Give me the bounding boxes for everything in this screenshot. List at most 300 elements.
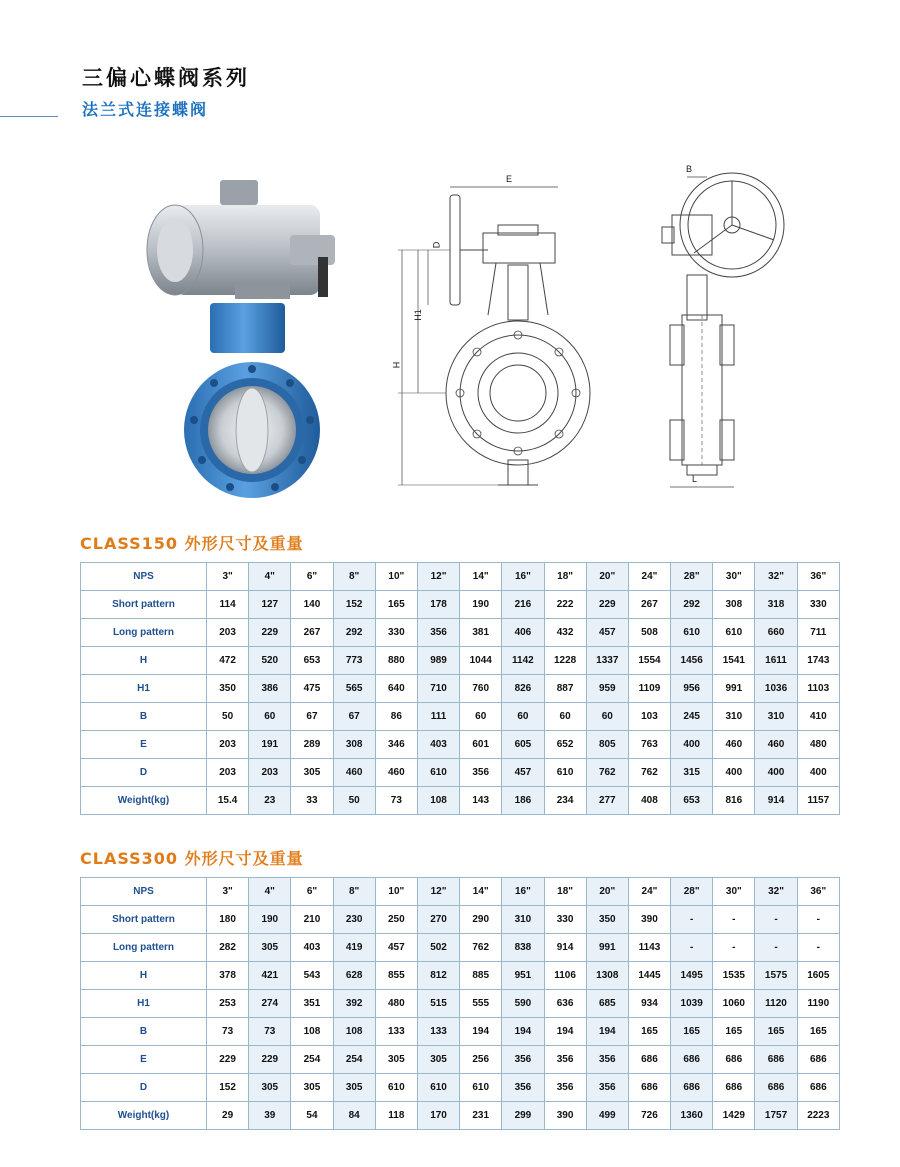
table-cell: 111 [417, 703, 459, 731]
class300-title: CLASS300 外形尺寸及重量 [80, 849, 304, 868]
table-cell: 887 [544, 675, 586, 703]
table-cell: 1142 [502, 647, 544, 675]
table-cell: 28" [671, 563, 713, 591]
table-cell: 267 [628, 591, 670, 619]
table-row [81, 1018, 840, 1046]
dim-label-l: L [692, 474, 698, 484]
table-cell: 1109 [628, 675, 670, 703]
table-cell: 310 [713, 703, 755, 731]
table-cell: 855 [375, 962, 417, 990]
table-cell: 186 [502, 787, 544, 815]
table-cell: 763 [628, 731, 670, 759]
table-cell: 356 [544, 1046, 586, 1074]
row-label: Long pattern [81, 934, 207, 962]
table-cell: 408 [628, 787, 670, 815]
table-cell: 10" [375, 563, 417, 591]
table-cell: 1337 [586, 647, 628, 675]
table-cell: 1106 [544, 962, 586, 990]
table-cell: 178 [417, 591, 459, 619]
row-label: E [81, 731, 207, 759]
table-cell: 203 [207, 619, 249, 647]
table-cell: 39 [249, 1102, 291, 1130]
table-cell: 762 [628, 759, 670, 787]
table-cell: 356 [502, 1074, 544, 1102]
table-cell: 165 [628, 1018, 670, 1046]
side-view-drawing [632, 165, 802, 495]
table-row [81, 619, 840, 647]
table-cell: 290 [460, 906, 502, 934]
table-cell: 165 [713, 1018, 755, 1046]
row-label: H [81, 647, 207, 675]
table-cell: 24" [628, 563, 670, 591]
table-cell: 686 [671, 1074, 713, 1102]
table-cell: 508 [628, 619, 670, 647]
table-cell: 194 [544, 1018, 586, 1046]
table-cell: 457 [586, 619, 628, 647]
table-cell: 381 [460, 619, 502, 647]
table-cell: 170 [417, 1102, 459, 1130]
table-row [81, 563, 840, 591]
table-row [81, 878, 840, 906]
table-cell: 190 [460, 591, 502, 619]
table-cell: 108 [417, 787, 459, 815]
table-cell: 330 [544, 906, 586, 934]
table-cell: 480 [375, 990, 417, 1018]
table-cell: 711 [797, 619, 839, 647]
table-cell: 36" [797, 878, 839, 906]
table-cell: 826 [502, 675, 544, 703]
table-cell: 67 [333, 703, 375, 731]
table-cell: 292 [333, 619, 375, 647]
table-row [81, 906, 840, 934]
table-cell: 565 [333, 675, 375, 703]
table-cell: 628 [333, 962, 375, 990]
table-cell: 330 [375, 619, 417, 647]
row-label: B [81, 703, 207, 731]
table-cell: 234 [544, 787, 586, 815]
table-cell: 762 [586, 759, 628, 787]
table-cell: 30" [713, 563, 755, 591]
table-cell: 1456 [671, 647, 713, 675]
table-cell: 270 [417, 906, 459, 934]
table-cell: 710 [417, 675, 459, 703]
table-cell: 610 [375, 1074, 417, 1102]
table-cell: 555 [460, 990, 502, 1018]
table-cell: 10" [375, 878, 417, 906]
table-cell: - [755, 906, 797, 934]
table-cell: 590 [502, 990, 544, 1018]
table-cell: 1228 [544, 647, 586, 675]
table-cell: 60 [544, 703, 586, 731]
table-cell: 318 [755, 591, 797, 619]
table-cell: 4" [249, 563, 291, 591]
table-cell: 282 [207, 934, 249, 962]
table-row [81, 703, 840, 731]
table-cell: 6" [291, 878, 333, 906]
table-cell: 8" [333, 563, 375, 591]
table-cell: 419 [333, 934, 375, 962]
table-cell: 686 [797, 1046, 839, 1074]
table-cell: 838 [502, 934, 544, 962]
row-label: NPS [81, 878, 207, 906]
table-cell: 118 [375, 1102, 417, 1130]
table-cell: 1445 [628, 962, 670, 990]
table-cell: 84 [333, 1102, 375, 1130]
table-cell: 245 [671, 703, 713, 731]
table-cell: 773 [333, 647, 375, 675]
table-cell: 1044 [460, 647, 502, 675]
table-cell: 1541 [713, 647, 755, 675]
row-label: B [81, 1018, 207, 1046]
table-cell: 356 [586, 1046, 628, 1074]
table-cell: 460 [713, 731, 755, 759]
table-cell: 805 [586, 731, 628, 759]
table-cell: 250 [375, 906, 417, 934]
table-cell: 610 [417, 759, 459, 787]
table-cell: 989 [417, 647, 459, 675]
table-cell: 457 [375, 934, 417, 962]
table-cell: 686 [671, 1046, 713, 1074]
row-label: Long pattern [81, 619, 207, 647]
table-cell: 686 [797, 1074, 839, 1102]
table-cell: 32" [755, 878, 797, 906]
table-cell: 229 [586, 591, 628, 619]
table-cell: 308 [713, 591, 755, 619]
table-cell: 330 [797, 591, 839, 619]
table-cell: 1495 [671, 962, 713, 990]
table-cell: 289 [291, 731, 333, 759]
table-cell: 991 [713, 675, 755, 703]
table-cell: 16" [502, 563, 544, 591]
table-cell: 12" [417, 878, 459, 906]
table-cell: 305 [249, 1074, 291, 1102]
table-cell: 1757 [755, 1102, 797, 1130]
table-cell: 652 [544, 731, 586, 759]
table-cell: 378 [207, 962, 249, 990]
table-cell: 1429 [713, 1102, 755, 1130]
table-cell: 346 [375, 731, 417, 759]
table-cell: 231 [460, 1102, 502, 1130]
table-cell: - [797, 906, 839, 934]
table-cell: 515 [417, 990, 459, 1018]
table-cell: 253 [207, 990, 249, 1018]
table-cell: 60 [249, 703, 291, 731]
table-cell: 406 [502, 619, 544, 647]
table-row [81, 990, 840, 1018]
table-cell: 816 [713, 787, 755, 815]
table-cell: 28" [671, 878, 713, 906]
page-subtitle: 法兰式连接蝶阀 [82, 100, 209, 119]
table-cell: 356 [544, 1074, 586, 1102]
table-cell: 1036 [755, 675, 797, 703]
table-cell: 180 [207, 906, 249, 934]
table-cell: 1190 [797, 990, 839, 1018]
table-cell: 686 [713, 1074, 755, 1102]
row-label: Short pattern [81, 591, 207, 619]
table-cell: 686 [755, 1046, 797, 1074]
table-cell: 3" [207, 563, 249, 591]
table-cell: 103 [628, 703, 670, 731]
table-cell: 165 [375, 591, 417, 619]
table-cell: 305 [375, 1046, 417, 1074]
table-cell: 460 [375, 759, 417, 787]
table-cell: 1575 [755, 962, 797, 990]
table-cell: 610 [460, 1074, 502, 1102]
table-cell: 3" [207, 878, 249, 906]
table-cell: 310 [755, 703, 797, 731]
table-cell: 299 [502, 1102, 544, 1130]
table-row [81, 1046, 840, 1074]
table-cell: - [797, 934, 839, 962]
table-cell: 194 [460, 1018, 502, 1046]
row-label: H [81, 962, 207, 990]
page-title: 三偏心蝶阀系列 [82, 66, 250, 90]
table-cell: 403 [291, 934, 333, 962]
table-cell: 686 [755, 1074, 797, 1102]
table-cell: 60 [586, 703, 628, 731]
table-cell: 8" [333, 878, 375, 906]
table-row [81, 675, 840, 703]
table-cell: 400 [797, 759, 839, 787]
table-cell: 305 [417, 1046, 459, 1074]
row-label: Weight(kg) [81, 787, 207, 815]
table-cell: 934 [628, 990, 670, 1018]
table-cell: 880 [375, 647, 417, 675]
row-label: E [81, 1046, 207, 1074]
table-cell: 1360 [671, 1102, 713, 1130]
table-cell: 914 [544, 934, 586, 962]
table-cell: 686 [713, 1046, 755, 1074]
table-cell: 1743 [797, 647, 839, 675]
table-cell: 305 [291, 1074, 333, 1102]
table-cell: 356 [586, 1074, 628, 1102]
table-cell: 18" [544, 563, 586, 591]
table-cell: 216 [502, 591, 544, 619]
table-cell: 86 [375, 703, 417, 731]
table-cell: 67 [291, 703, 333, 731]
table-cell: - [755, 934, 797, 962]
dim-label-b: B [686, 164, 693, 174]
table-cell: 12" [417, 563, 459, 591]
table-cell: 73 [249, 1018, 291, 1046]
table-cell: 1060 [713, 990, 755, 1018]
table-cell: 60 [502, 703, 544, 731]
table-cell: 812 [417, 962, 459, 990]
table-cell: 292 [671, 591, 713, 619]
table-cell: 305 [291, 759, 333, 787]
table-cell: 472 [207, 647, 249, 675]
table-cell: 480 [797, 731, 839, 759]
table-cell: 194 [502, 1018, 544, 1046]
table-cell: 114 [207, 591, 249, 619]
table-cell: 432 [544, 619, 586, 647]
table-cell: 951 [502, 962, 544, 990]
table-cell: 277 [586, 787, 628, 815]
table-cell: 194 [586, 1018, 628, 1046]
table-cell: 165 [755, 1018, 797, 1046]
table-cell: 23 [249, 787, 291, 815]
table-cell: 914 [755, 787, 797, 815]
table-cell: 991 [586, 934, 628, 962]
table-cell: 410 [797, 703, 839, 731]
table-cell: 460 [333, 759, 375, 787]
table-cell: 653 [291, 647, 333, 675]
table-cell: 60 [460, 703, 502, 731]
table-cell: 229 [249, 619, 291, 647]
table-cell: 133 [417, 1018, 459, 1046]
table-cell: 36" [797, 563, 839, 591]
row-label: Short pattern [81, 906, 207, 934]
table-cell: 254 [291, 1046, 333, 1074]
table-cell: 4" [249, 878, 291, 906]
table-cell: 33 [291, 787, 333, 815]
row-label: H1 [81, 675, 207, 703]
table-cell: 760 [460, 675, 502, 703]
table-cell: 499 [586, 1102, 628, 1130]
table-cell: 305 [249, 934, 291, 962]
table-cell: 310 [502, 906, 544, 934]
table-row [81, 591, 840, 619]
table-cell: 50 [207, 703, 249, 731]
table-cell: 350 [207, 675, 249, 703]
table-cell: 390 [544, 1102, 586, 1130]
table-cell: 30" [713, 878, 755, 906]
class150-table [80, 562, 840, 815]
table-cell: 356 [502, 1046, 544, 1074]
table-cell: 400 [755, 759, 797, 787]
table-cell: 254 [333, 1046, 375, 1074]
row-label: D [81, 759, 207, 787]
table-cell: 1535 [713, 962, 755, 990]
row-label: Weight(kg) [81, 1102, 207, 1130]
table-row [81, 1102, 840, 1130]
table-row [81, 962, 840, 990]
table-cell: 686 [628, 1046, 670, 1074]
table-cell: 956 [671, 675, 713, 703]
table-cell: 315 [671, 759, 713, 787]
table-cell: 108 [291, 1018, 333, 1046]
table-cell: 32" [755, 563, 797, 591]
row-label: H1 [81, 990, 207, 1018]
table-cell: 73 [207, 1018, 249, 1046]
table-cell: 18" [544, 878, 586, 906]
table-cell: 308 [333, 731, 375, 759]
table-row [81, 787, 840, 815]
table-cell: 203 [207, 731, 249, 759]
table-cell: 460 [755, 731, 797, 759]
table-cell: 605 [502, 731, 544, 759]
table-cell: 140 [291, 591, 333, 619]
dim-label-e: E [506, 174, 513, 184]
table-cell: 610 [713, 619, 755, 647]
table-cell: 610 [417, 1074, 459, 1102]
table-cell: 1103 [797, 675, 839, 703]
table-cell: 190 [249, 906, 291, 934]
table-cell: - [671, 906, 713, 934]
table-cell: 502 [417, 934, 459, 962]
table-cell: 610 [544, 759, 586, 787]
table-cell: 1143 [628, 934, 670, 962]
table-cell: 350 [586, 906, 628, 934]
table-cell: 660 [755, 619, 797, 647]
table-cell: - [713, 906, 755, 934]
table-cell: 1554 [628, 647, 670, 675]
table-cell: 305 [333, 1074, 375, 1102]
table-cell: 54 [291, 1102, 333, 1130]
table-cell: 29 [207, 1102, 249, 1130]
class150-title: CLASS150 外形尺寸及重量 [80, 534, 304, 553]
table-cell: 356 [460, 759, 502, 787]
table-row [81, 934, 840, 962]
table-cell: 229 [249, 1046, 291, 1074]
table-cell: 356 [417, 619, 459, 647]
table-cell: 222 [544, 591, 586, 619]
table-cell: 229 [207, 1046, 249, 1074]
table-cell: 885 [460, 962, 502, 990]
dim-label-h: H [391, 361, 402, 369]
table-cell: 108 [333, 1018, 375, 1046]
table-cell: 50 [333, 787, 375, 815]
table-cell: 133 [375, 1018, 417, 1046]
table-cell: 143 [460, 787, 502, 815]
table-cell: 403 [417, 731, 459, 759]
table-cell: 274 [249, 990, 291, 1018]
table-cell: 1308 [586, 962, 628, 990]
table-cell: 203 [207, 759, 249, 787]
table-cell: 400 [671, 731, 713, 759]
table-cell: 127 [249, 591, 291, 619]
table-cell: 267 [291, 619, 333, 647]
table-cell: 392 [333, 990, 375, 1018]
table-row [81, 1074, 840, 1102]
table-cell: 386 [249, 675, 291, 703]
title-rule [0, 116, 58, 117]
table-cell: 230 [333, 906, 375, 934]
row-label: NPS [81, 563, 207, 591]
table-cell: 351 [291, 990, 333, 1018]
class300-table [80, 877, 840, 1130]
valve-photo [140, 175, 350, 500]
table-cell: 20" [586, 563, 628, 591]
dim-label-h1: H1 [412, 309, 423, 321]
table-cell: 152 [207, 1074, 249, 1102]
table-cell: 15.4 [207, 787, 249, 815]
table-cell: 640 [375, 675, 417, 703]
table-cell: 20" [586, 878, 628, 906]
table-row [81, 647, 840, 675]
table-cell: 191 [249, 731, 291, 759]
table-cell: 685 [586, 990, 628, 1018]
dim-label-d: D [431, 241, 442, 249]
table-cell: - [671, 934, 713, 962]
table-cell: 475 [291, 675, 333, 703]
table-cell: 14" [460, 878, 502, 906]
table-cell: 6" [291, 563, 333, 591]
table-cell: - [713, 934, 755, 962]
table-cell: 726 [628, 1102, 670, 1130]
table-cell: 653 [671, 787, 713, 815]
table-cell: 1120 [755, 990, 797, 1018]
table-cell: 24" [628, 878, 670, 906]
table-cell: 421 [249, 962, 291, 990]
table-cell: 73 [375, 787, 417, 815]
table-row [81, 759, 840, 787]
table-cell: 1605 [797, 962, 839, 990]
table-cell: 1039 [671, 990, 713, 1018]
table-cell: 636 [544, 990, 586, 1018]
table-cell: 256 [460, 1046, 502, 1074]
table-cell: 14" [460, 563, 502, 591]
